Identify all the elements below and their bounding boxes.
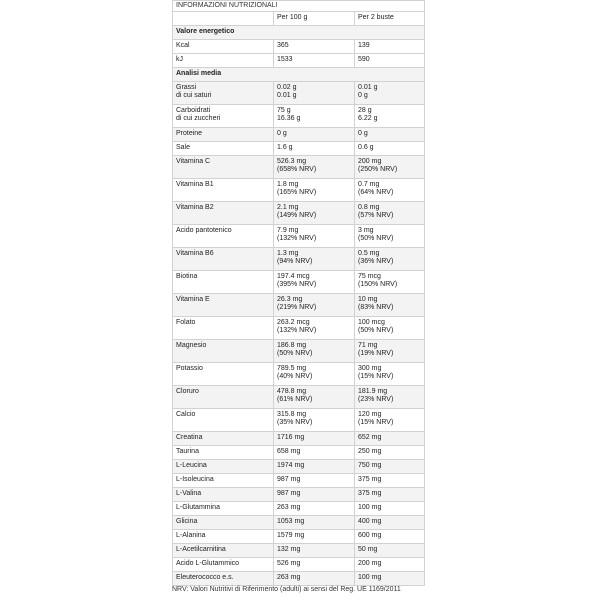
row-label-line: di cui zuccheri [176, 115, 221, 122]
row-per100-line: 987 mg [277, 476, 301, 483]
row-label [173, 530, 274, 544]
row-per2 [355, 317, 425, 340]
row-per2-line: 0.01 g [358, 84, 378, 91]
row-per100 [274, 474, 355, 488]
row-label [173, 82, 274, 105]
table-row [173, 202, 425, 225]
row-per2 [355, 474, 425, 488]
row-per100 [274, 340, 355, 363]
row-per100-line: (61% NRV) [277, 396, 313, 403]
row-per2-line: (64% NRV) [358, 189, 394, 196]
row-label [173, 460, 274, 474]
table-row [173, 82, 425, 105]
row-label-line: Cloruro [176, 388, 199, 395]
row-per100-line: 0.01 g [277, 92, 297, 99]
row-per100-line: 789.5 mg [277, 365, 307, 372]
row-per2-line: 120 mg [358, 411, 382, 418]
row-per2-line: 400 mg [358, 518, 382, 525]
row-per100 [274, 488, 355, 502]
table-row [173, 225, 425, 248]
row-label-line: Potassio [176, 365, 203, 372]
row-per2-line: 600 mg [358, 532, 382, 539]
row-label-line: Acido pantotenico [176, 227, 232, 234]
row-per2 [355, 128, 425, 142]
row-per100 [274, 446, 355, 460]
row-per2-line: 250 mg [358, 448, 382, 455]
table-title-row [173, 1, 425, 12]
section-analysis-heading: Analisi media [173, 68, 425, 82]
row-label [173, 340, 274, 363]
row-label-line: Vitamina B2 [176, 204, 214, 211]
nutrition-table [172, 0, 425, 586]
row-per2 [355, 572, 425, 586]
row-label-line: Folato [176, 319, 196, 326]
row-label-line: Vitamina C [176, 158, 211, 165]
row-per2-line: 10 mg [358, 296, 378, 303]
row-label-line: L-Alanina [176, 532, 206, 539]
row-label-line: Vitamina E [176, 296, 210, 303]
row-per2-line: 181.9 mg [358, 388, 388, 395]
row-label [173, 409, 274, 432]
row-per100 [274, 179, 355, 202]
row-per2-line: 100 mg [358, 574, 382, 581]
row-per2 [355, 248, 425, 271]
row-per2 [355, 446, 425, 460]
table-row [173, 128, 425, 142]
row-label-line: Grassi [176, 84, 197, 91]
row-label [173, 142, 274, 156]
row-per2 [355, 294, 425, 317]
row-label-line: Carboidrati [176, 107, 211, 114]
row-per100-line: 1053 mg [277, 518, 305, 525]
row-per2-line: (150% NRV) [358, 281, 398, 288]
header-empty-cell [173, 12, 274, 26]
row-per2-line: 375 mg [358, 476, 382, 483]
row-label [173, 488, 274, 502]
row-per2-line: 0.7 mg [358, 181, 380, 188]
row-per2-line: 200 mg [358, 560, 382, 567]
row-per100-line: 1.6 g [277, 144, 293, 151]
row-per100-line: 2.1 mg [277, 204, 299, 211]
row-label [173, 502, 274, 516]
table-row [173, 460, 425, 474]
table-row [173, 516, 425, 530]
row-per2-line: 100 mcg [358, 319, 385, 326]
row-per100-line: 1974 mg [277, 462, 305, 469]
row-label [173, 202, 274, 225]
row-per100-line: 197.4 mcg [277, 273, 310, 280]
row-label [173, 179, 274, 202]
row-per2 [355, 142, 425, 156]
table-row [173, 474, 425, 488]
row-per2 [355, 82, 425, 105]
row-per2 [355, 516, 425, 530]
row-label-line: Sale [176, 144, 191, 151]
nutrition-panel [172, 0, 424, 586]
row-per100 [274, 363, 355, 386]
row-label-line: Taurina [176, 448, 199, 455]
row-per2 [355, 271, 425, 294]
row-per2-line: (15% NRV) [358, 419, 394, 426]
table-row [173, 294, 425, 317]
row-per100 [274, 530, 355, 544]
table-row [173, 558, 425, 572]
row-per100-line: (94% NRV) [277, 258, 313, 265]
section-energy-heading: Valore energetico [173, 26, 425, 40]
row-label [173, 544, 274, 558]
row-per100 [274, 248, 355, 271]
row-label-line: Vitamina B1 [176, 181, 214, 188]
row-per2-line: 28 g [358, 107, 372, 114]
row-per100 [274, 572, 355, 586]
row-per100 [274, 142, 355, 156]
row-per2-line: (250% NRV) [358, 166, 398, 173]
row-label [173, 225, 274, 248]
row-per100 [274, 156, 355, 179]
row-per2 [355, 502, 425, 516]
row-label-line: Magnesio [176, 342, 207, 349]
row-per2-line: (83% NRV) [358, 304, 394, 311]
row-label [173, 474, 274, 488]
row-label-line: Biotina [176, 273, 198, 280]
row-per2 [355, 156, 425, 179]
row-per2 [355, 460, 425, 474]
table-row [173, 386, 425, 409]
row-per100 [274, 128, 355, 142]
row-per100 [274, 516, 355, 530]
row-per100-line: 263 mg [277, 574, 301, 581]
row-per2 [355, 363, 425, 386]
table-row-kcal [173, 40, 425, 54]
row-label [173, 294, 274, 317]
row-per100-line: 526.3 mg [277, 158, 307, 165]
row-label-line: di cui saturi [176, 92, 212, 99]
row-per2 [355, 340, 425, 363]
row-per2-line: (19% NRV) [358, 350, 394, 357]
row-per100 [274, 271, 355, 294]
row-per2 [355, 409, 425, 432]
row-per2-line: (50% NRV) [358, 235, 394, 242]
row-per100-line: (50% NRV) [277, 350, 313, 357]
row-per100-line: 0.02 g [277, 84, 297, 91]
row-per2-line: 0.8 mg [358, 204, 380, 211]
row-per2 [355, 432, 425, 446]
row-label [173, 248, 274, 271]
row-per100 [274, 202, 355, 225]
row-per2 [355, 105, 425, 128]
row-per2 [355, 179, 425, 202]
row-per100-line: 987 mg [277, 490, 301, 497]
row-per2-line: 300 mg [358, 365, 382, 372]
row-per2 [355, 558, 425, 572]
row-per2-line: 0.5 mg [358, 250, 380, 257]
row-per100: 1533 [274, 54, 355, 68]
table-row [173, 530, 425, 544]
row-per2-line: 652 mg [358, 434, 382, 441]
row-per100 [274, 558, 355, 572]
section-energy-row [173, 26, 425, 40]
row-per100 [274, 386, 355, 409]
row-per100-line: (40% NRV) [277, 373, 313, 380]
header-per-2-buste: Per 2 buste [355, 12, 425, 26]
row-label [173, 432, 274, 446]
row-per100-line: (149% NRV) [277, 212, 317, 219]
row-per100-line: 1.3 mg [277, 250, 299, 257]
row-per100-line: 186.8 mg [277, 342, 307, 349]
row-per2-line: 0 g [358, 92, 368, 99]
row-per2 [355, 488, 425, 502]
row-per2-line: 71 mg [358, 342, 378, 349]
row-per100 [274, 502, 355, 516]
row-per2-line: 750 mg [358, 462, 382, 469]
row-label-line: Eleuterococco e.s. [176, 574, 234, 581]
row-per100-line: (219% NRV) [277, 304, 317, 311]
table-title: INFORMAZIONI NUTRIZIONALI [173, 1, 425, 12]
row-label-line: L-Glutammina [176, 504, 220, 511]
table-row [173, 363, 425, 386]
row-label: Kcal [173, 40, 274, 54]
row-per100-line: 526 mg [277, 560, 301, 567]
row-per2-line: (57% NRV) [358, 212, 394, 219]
row-per2: 590 [355, 54, 425, 68]
table-row [173, 544, 425, 558]
row-per100-line: 315.8 mg [277, 411, 307, 418]
table-row [173, 105, 425, 128]
row-per2-line: 50 mg [358, 546, 378, 553]
row-per2-line: 100 mg [358, 504, 382, 511]
row-per2-line: 0.6 g [358, 144, 374, 151]
row-label [173, 446, 274, 460]
row-label-line: Glicina [176, 518, 198, 525]
row-label [173, 386, 274, 409]
row-per2-line: 75 mcg [358, 273, 381, 280]
row-per100 [274, 82, 355, 105]
row-per2-line: 0 g [358, 130, 368, 137]
row-label [173, 572, 274, 586]
row-per2: 139 [355, 40, 425, 54]
row-per100-line: 263.2 mcg [277, 319, 310, 326]
row-label [173, 128, 274, 142]
row-per2-line: 3 mg [358, 227, 374, 234]
row-label-line: L-Valina [176, 490, 202, 497]
column-header-row [173, 12, 425, 26]
row-per100-line: 1579 mg [277, 532, 305, 539]
row-per2 [355, 530, 425, 544]
row-label-line: Proteine [176, 130, 203, 137]
row-label-line: L-Leucina [176, 462, 207, 469]
table-row [173, 179, 425, 202]
row-label-line: Creatina [176, 434, 203, 441]
row-per2 [355, 202, 425, 225]
row-per100 [274, 460, 355, 474]
row-per100-line: 263 mg [277, 504, 301, 511]
row-label [173, 271, 274, 294]
row-label-line: L-Acetilcarnitina [176, 546, 226, 553]
row-per100 [274, 544, 355, 558]
row-per100-line: 658 mg [277, 448, 301, 455]
row-per100-line: (132% NRV) [277, 327, 317, 334]
table-row-kj [173, 54, 425, 68]
row-label [173, 363, 274, 386]
row-per100-line: (35% NRV) [277, 419, 313, 426]
row-per2-line: (15% NRV) [358, 373, 394, 380]
table-row [173, 488, 425, 502]
row-per100-line: 1716 mg [277, 434, 305, 441]
row-label-line: Vitamina B6 [176, 250, 214, 257]
row-per100 [274, 432, 355, 446]
table-row [173, 572, 425, 586]
row-per100-line: 26.3 mg [277, 296, 303, 303]
table-row [173, 271, 425, 294]
row-per100-line: 7.9 mg [277, 227, 299, 234]
row-label [173, 105, 274, 128]
row-per100-line: 0 g [277, 130, 287, 137]
row-label-line: Calcio [176, 411, 196, 418]
row-per100 [274, 105, 355, 128]
row-per100: 365 [274, 40, 355, 54]
row-per100-line: (658% NRV) [277, 166, 317, 173]
table-row [173, 432, 425, 446]
row-per100-line: 75 g [277, 107, 291, 114]
row-label [173, 156, 274, 179]
row-per100-line: (132% NRV) [277, 235, 317, 242]
row-per100-line: 132 mg [277, 546, 301, 553]
row-per2-line: 200 mg [358, 158, 382, 165]
row-per100-line: (395% NRV) [277, 281, 317, 288]
row-label-line: L-Isoleucina [176, 476, 214, 483]
row-per2-line: 375 mg [358, 490, 382, 497]
row-per100 [274, 409, 355, 432]
row-per2 [355, 225, 425, 248]
table-row [173, 248, 425, 271]
footnote: NRV: Valori Nutritivi di Riferimento (adulti) ai sensi del Reg. UE 1169/2011 [172, 586, 401, 593]
row-per100-line: 16.36 g [277, 115, 301, 122]
header-per-100g: Per 100 g [274, 12, 355, 26]
row-per100-line: 1.8 mg [277, 181, 299, 188]
table-row [173, 340, 425, 363]
row-per100 [274, 225, 355, 248]
row-per2-line: 6.22 g [358, 115, 378, 122]
row-per2-line: (50% NRV) [358, 327, 394, 334]
table-row [173, 446, 425, 460]
row-label [173, 516, 274, 530]
table-row [173, 317, 425, 340]
row-per2 [355, 544, 425, 558]
row-per2 [355, 386, 425, 409]
section-analysis-row [173, 68, 425, 82]
table-row [173, 142, 425, 156]
row-label [173, 558, 274, 572]
table-row [173, 409, 425, 432]
row-per100 [274, 317, 355, 340]
table-row [173, 502, 425, 516]
row-per2-line: (36% NRV) [358, 258, 394, 265]
row-label [173, 317, 274, 340]
row-per100 [274, 294, 355, 317]
row-per2-line: (23% NRV) [358, 396, 394, 403]
table-row [173, 156, 425, 179]
row-label: kJ [173, 54, 274, 68]
row-label-line: Acido L-Glutammico [176, 560, 240, 567]
row-per100-line: (165% NRV) [277, 189, 317, 196]
row-per100-line: 478.8 mg [277, 388, 307, 395]
